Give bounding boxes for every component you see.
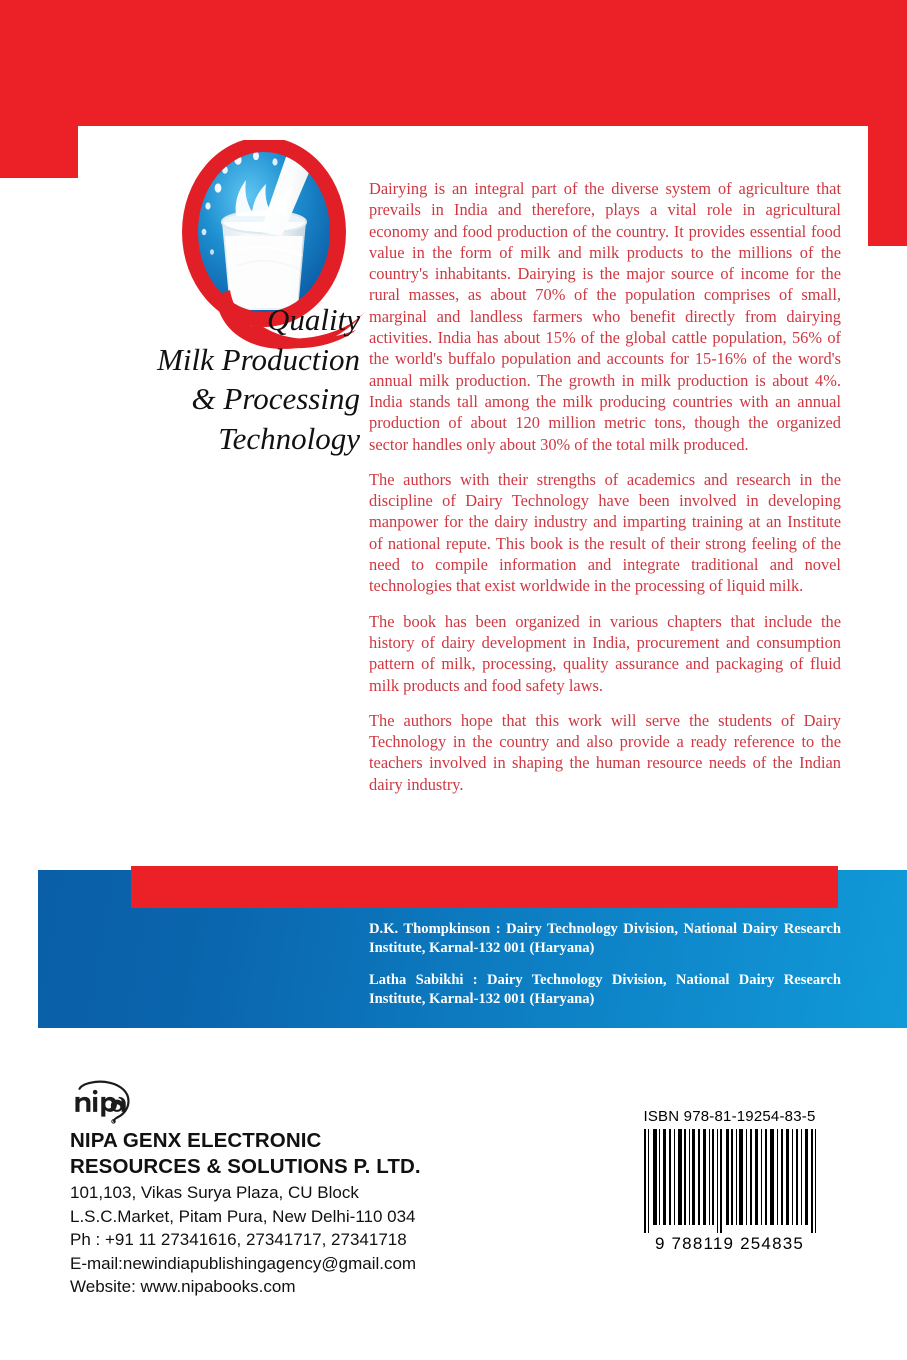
publisher-address-line-2: L.S.C.Market, Pitam Pura, New Delhi-110 034 [70, 1206, 416, 1226]
red-left-step [0, 126, 78, 178]
back-cover-blurb [369, 178, 841, 795]
publisher-name [70, 1128, 590, 1180]
blurb-paragraph: Dairying is an integral part of the diverse system of agriculture that prevails in India and therefore, plays a vital role in agricultural economy and food production of the country. It provides essential food value in the form of milk and milk products to the millions of the country's inhabitants. Dairying is the major source of income for the rural masses, as about 70% of the population comprises of small, marginal and landless farmers who benefit directly from dairying activities. India has about 15% of the global cattle population, 56% of the world's buffalo population and accounts for 15-16% of the word's annual milk production. The growth in milk production is about 4%. India stands tall among the milk producing countries with an annual production of about 120 million metric tons, though the organized sector handles only about 30% of the total milk produced. [369, 179, 841, 454]
red-accent-bar [131, 866, 838, 908]
publisher-contact [70, 1181, 590, 1299]
title-line-1: Quality [267, 302, 360, 337]
red-top-band [0, 0, 907, 126]
isbn-barcode [642, 1129, 818, 1233]
title-line-2: Milk Production [157, 341, 360, 377]
publisher-email: E-mail:newindiapublishingagency@gmail.com [70, 1253, 417, 1273]
blurb-paragraph: The book has been organized in various chapters that include the history of dairy development in India, procurement and consumption pattern of milk, processing, quality assurance and packaging of fluid milk products and food safety laws. [369, 611, 841, 695]
author-credits [369, 920, 841, 1009]
publisher-address-line-1: 101,103, Vikas Surya Plaza, CU Block [70, 1183, 359, 1202]
barcode-digits: 9 788119 254835 [654, 1234, 805, 1253]
publisher-block [70, 1078, 590, 1299]
publisher-phone: Ph : +91 11 27341616, 27341717, 27341718 [70, 1230, 407, 1249]
publisher-website: Website: www.nipabooks.com [70, 1277, 296, 1296]
title-line-3: & Processing [191, 381, 360, 417]
publisher-name-line-2: RESOURCES & SOLUTIONS P. LTD. [70, 1155, 421, 1178]
title-line-4: Technology [218, 421, 360, 457]
page-title [60, 300, 360, 459]
blurb-paragraph: The authors hope that this work will serve the students of Dairy Technology in the country and also provide a ready reference to the teachers involved in shaping the human resource needs of the Indian dairy industry. [369, 710, 841, 794]
author-credit: D.K. Thompkinson : Dairy Technology Division, National Dairy Research Institute, Karnal-132 001 (Haryana) [369, 921, 841, 956]
red-right-step [868, 126, 907, 246]
isbn-label: ISBN 978-81-19254-83-5 [643, 1108, 816, 1125]
blurb-paragraph: The authors with their strengths of academics and research in the discipline of Dairy Technology have been involved in developing manpower for the dairy industry and imparting training at an Institute of national repute. This book is the result of their strong feeling of the need to compile information and integrate traditional and novel technologies that exist worldwide in the processing of liquid milk. [369, 469, 841, 596]
author-credit: Latha Sabikhi : Dairy Technology Division, National Dairy Research Institute, Karnal-132 001 (Haryana) [369, 972, 841, 1007]
isbn-block [622, 1108, 837, 1254]
nipa-logo-icon [70, 1078, 138, 1124]
publisher-name-line-1: NIPA GENX ELECTRONIC [70, 1129, 322, 1152]
